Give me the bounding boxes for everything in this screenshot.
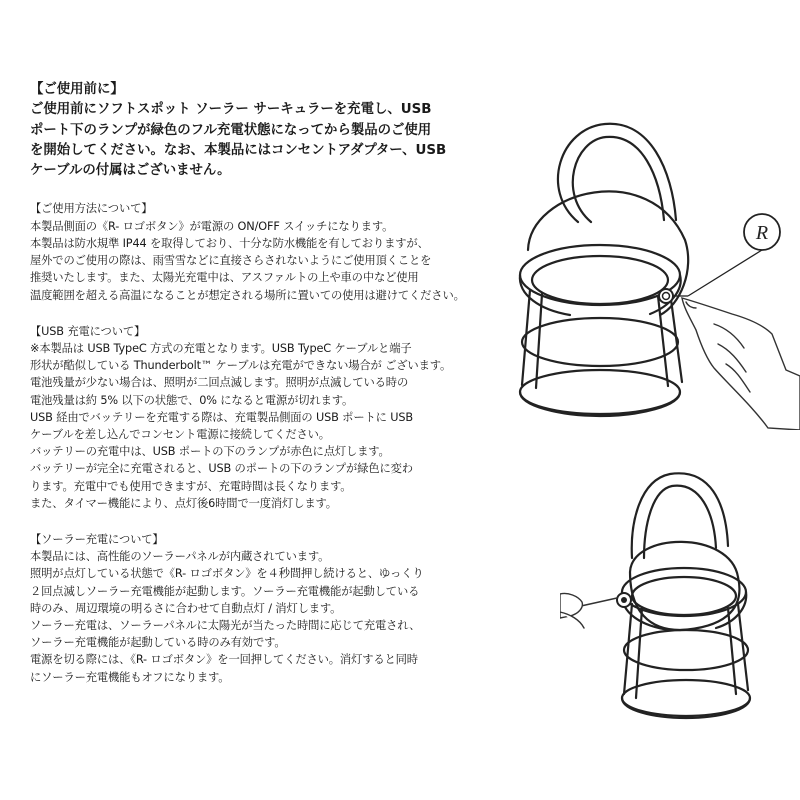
solar-heading: 【ソーラー充電について】 [30,532,164,546]
usb-heading: 【USB 充電について】 [30,324,146,338]
intro-line: ポート下のランプが緑色のフル充電状態になってから製品のご使用 [30,122,432,138]
r-logo-letter: R [755,222,769,244]
usb-line: ※本製品は USB TypeC 方式の充電となります。USB TypeC ケーブルと端子 [30,341,412,355]
instruction-text [30,80,505,705]
usage-line: 本製品側面の《R- ロゴボタン》が電源の ON/OFF スイッチになります。 [30,219,394,233]
usb-section [30,323,505,512]
usb-line: ります。充電中でも使用できますが、充電時間は長くなります。 [30,479,352,493]
usage-line: 本製品は防水規準 IP44 を取得しており、十分な防水機能を有しておりますが、 [30,236,429,250]
usb-line: 電池残量は約 5% 以下の状態で、0% になると電源が切れます。 [30,393,354,407]
usage-line: 推奨いたします。また、太陽光充電中は、アスファルトの上や車の中など使用 [30,271,419,285]
usage-heading: 【ご使用方法について】 [30,202,153,216]
usb-line: USB 経由でバッテリーを充電する際は、充電製品側面の USB ポートに USB [30,410,413,424]
solar-section [30,531,505,686]
solar-line: ２回点滅しソーラー充電機能が起動します。ソーラー充電機能が起動している [30,584,420,598]
usage-section [30,200,505,303]
solar-line: 電源を切る際には、《R- ロゴボタン》を一回押してください。消灯すると同時 [30,653,418,667]
solar-line: 時のみ、周辺環境の明るさに合わせて自動点灯 / 消灯します。 [30,601,342,615]
pin-hand-icon [560,593,617,628]
solar-line: にソーラー充電機能もオフになります。 [30,670,230,684]
usb-line: ケーブルを差し込んでコンセント電源に接続してください。 [30,427,330,441]
hand-icon [682,298,800,430]
intro-line: ケーブルの付属はございません。 [30,163,231,179]
usb-line: バッテリーの充電中は、USB ポートの下のランプが赤色に点灯します。 [30,445,390,459]
solar-line: ソーラー充電機能が起動している時のみ有効です。 [30,636,286,650]
solar-line: ソーラー充電は、ソーラーパネルに太陽光が当たった時間に応じて充電され、 [30,618,421,632]
usage-line: 屋外でのご使用の際は、雨雪雪などに直接さらされないようにご使用頂くことを [30,254,432,268]
lamp-power-button-illustration [500,110,800,430]
intro-section [30,80,505,181]
intro-heading: 【ご使用前に】 [30,82,124,97]
solar-line: 照明が点灯している状態で《R- ロゴボタン》を４秒間押し続けると、ゆっくり [30,567,424,581]
usb-line: 電池残量が少ない場合は、照明が二回点滅します。照明が点滅している時の [30,376,409,390]
usb-line: バッテリーが完全に充電されると、USB のポートの下のランプが緑色に変わ [30,462,413,476]
intro-line: を開始してください。なお、本製品にはコンセントアダプター、USB [30,142,447,158]
usb-line: 形状が酷似している Thunderbolt™ ケーブルは充電ができない場合が ございます。 [30,359,452,373]
intro-line: ご使用前にソフトスポット ソーラー サーキュラーを充電し、USB [30,102,432,118]
solar-line: 本製品には、高性能のソーラーパネルが内蔵されています。 [30,550,330,564]
usage-line: 温度範囲を超える高温になることが想定される場所に置いての使用は避けてください。 [30,288,465,302]
lamp-solar-button-illustration [560,462,800,742]
usb-line: また、タイマー機能により、点灯後6時間で一度消灯します。 [30,496,337,510]
